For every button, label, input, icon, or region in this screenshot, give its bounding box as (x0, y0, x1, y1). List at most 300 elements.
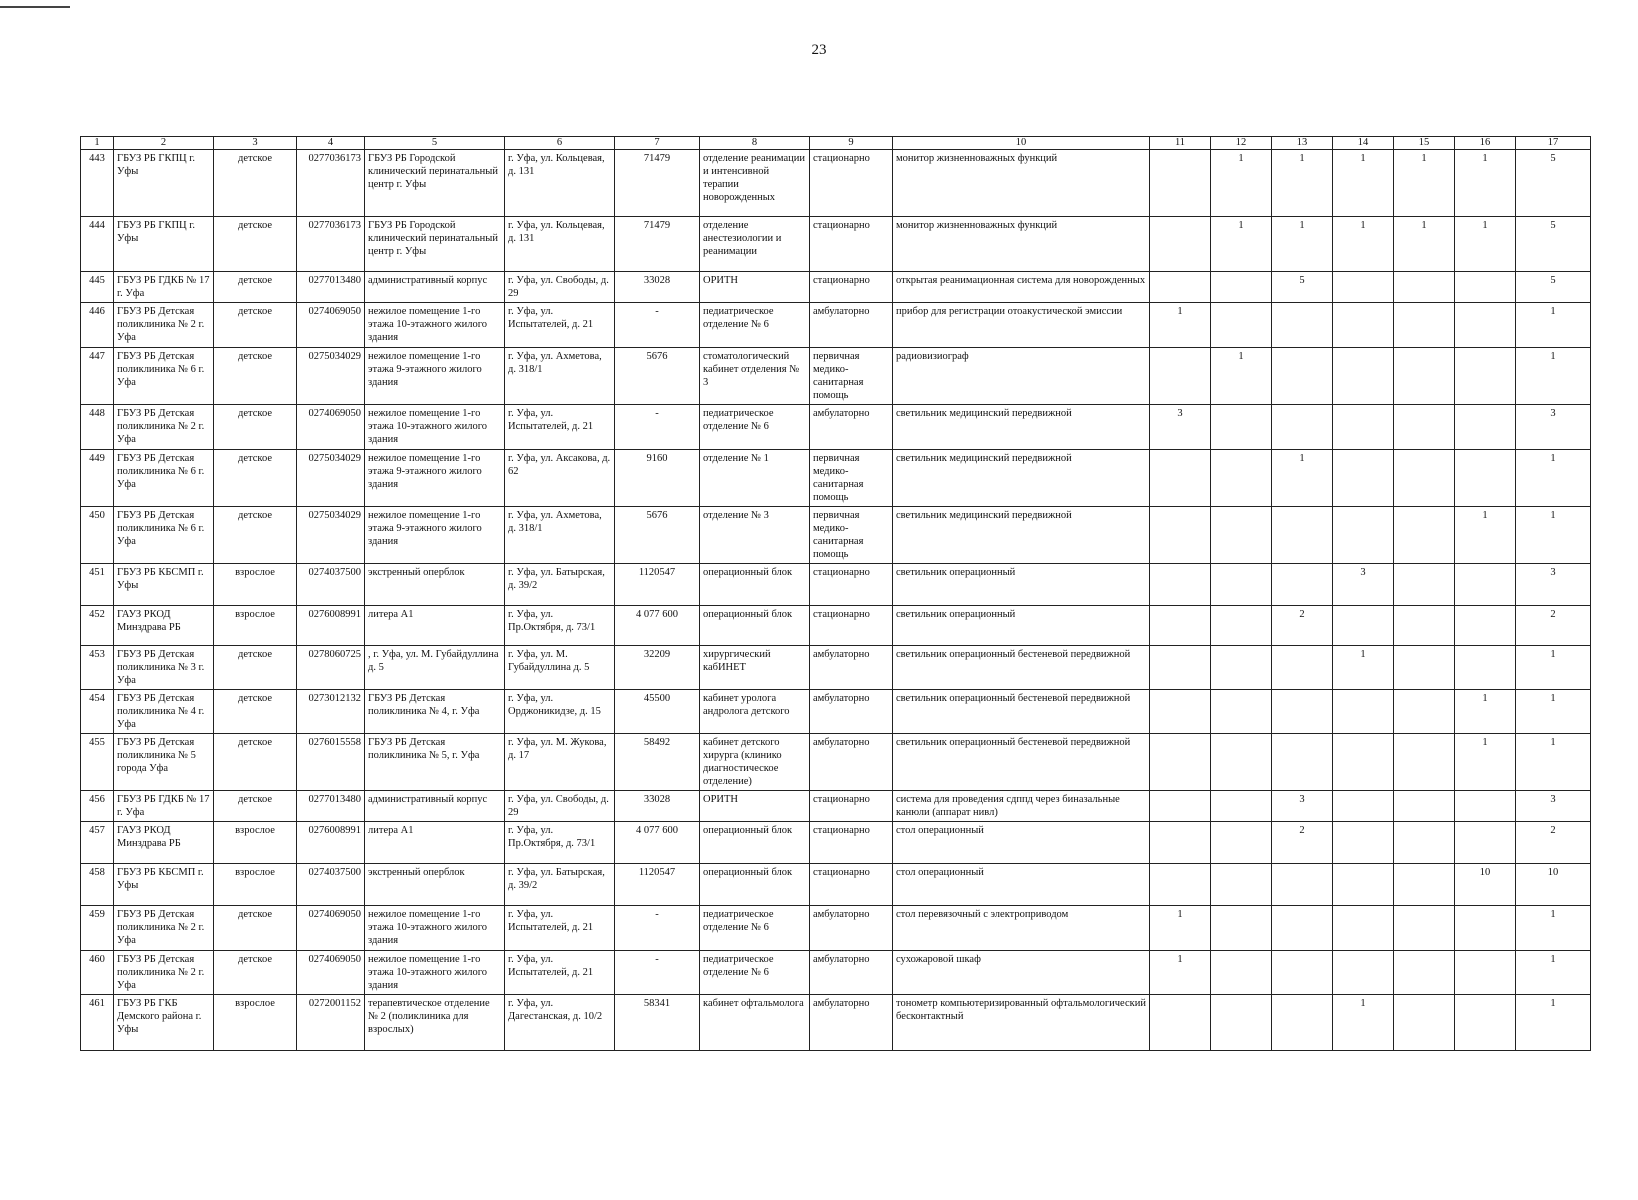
area: - (615, 951, 700, 995)
building: административный корпус (365, 272, 505, 303)
qty-col-16 (1455, 272, 1516, 303)
inn: 0275034029 (297, 450, 365, 507)
row-number: 461 (81, 995, 114, 1051)
qty-col-14 (1333, 906, 1394, 951)
table-row (81, 303, 1591, 348)
page-number: 23 (811, 42, 827, 58)
row-number: 452 (81, 606, 114, 646)
area: - (615, 405, 700, 450)
patient-category: детское (214, 303, 297, 348)
address: г. Уфа, ул. М. Губайдуллина д. 5 (505, 646, 615, 690)
qty-col-12 (1211, 450, 1272, 507)
equipment-name: открытая реанимационная система для новорожденных (893, 272, 1150, 303)
area: 5676 (615, 507, 700, 564)
column-header: 15 (1394, 137, 1455, 150)
building: ГБУЗ РБ Детская поликлиника № 4, г. Уфа (365, 690, 505, 734)
inn: 0274037500 (297, 564, 365, 606)
qty-col-15 (1394, 272, 1455, 303)
qty-col-15 (1394, 951, 1455, 995)
care-type: стационарно (810, 864, 893, 906)
qty-col-14 (1333, 690, 1394, 734)
qty-col-13 (1272, 405, 1333, 450)
table-row (81, 217, 1591, 272)
table-row (81, 822, 1591, 864)
address: г. Уфа, ул. Аксакова, д. 62 (505, 450, 615, 507)
patient-category: детское (214, 450, 297, 507)
qty-total: 1 (1516, 690, 1591, 734)
qty-col-15 (1394, 507, 1455, 564)
qty-col-11 (1150, 217, 1211, 272)
qty-col-12 (1211, 906, 1272, 951)
department: операционный блок (700, 564, 810, 606)
row-number: 458 (81, 864, 114, 906)
qty-col-15 (1394, 791, 1455, 822)
address: г. Уфа, ул. Батырская, д. 39/2 (505, 564, 615, 606)
patient-category: детское (214, 348, 297, 405)
address: г. Уфа, ул. Кольцевая, д. 131 (505, 217, 615, 272)
qty-total: 1 (1516, 734, 1591, 791)
qty-col-12: 1 (1211, 150, 1272, 217)
qty-col-12 (1211, 822, 1272, 864)
table-row (81, 690, 1591, 734)
institution-name: ГАУЗ РКОД Минздрава РБ (114, 606, 214, 646)
qty-col-16 (1455, 906, 1516, 951)
address: г. Уфа, ул. Пр.Октября, д. 73/1 (505, 606, 615, 646)
equipment-name: тонометр компьютеризированный офтальмологический бесконтактный (893, 995, 1150, 1051)
qty-col-15 (1394, 995, 1455, 1051)
patient-category: взрослое (214, 822, 297, 864)
address: г. Уфа, ул. Свободы, д. 29 (505, 272, 615, 303)
address: г. Уфа, ул. Испытателей, д. 21 (505, 303, 615, 348)
inn: 0278060725 (297, 646, 365, 690)
qty-col-14 (1333, 822, 1394, 864)
inn: 0274069050 (297, 951, 365, 995)
qty-col-13 (1272, 303, 1333, 348)
building: экстренный оперблок (365, 564, 505, 606)
table-row (81, 606, 1591, 646)
qty-col-11: 1 (1150, 906, 1211, 951)
equipment-name: прибор для регистрации отоакустической эмиссии (893, 303, 1150, 348)
building: нежилое помещение 1-го этажа 9-этажного жилого здания (365, 507, 505, 564)
institution-name: ГБУЗ РБ Детская поликлиника № 2 г. Уфа (114, 951, 214, 995)
qty-col-11: 1 (1150, 303, 1211, 348)
institution-name: ГБУЗ РБ Детская поликлиника № 4 г. Уфа (114, 690, 214, 734)
qty-col-11 (1150, 734, 1211, 791)
building: ГБУЗ РБ Детская поликлиника № 5, г. Уфа (365, 734, 505, 791)
address: г. Уфа, ул. Батырская, д. 39/2 (505, 864, 615, 906)
qty-col-16 (1455, 405, 1516, 450)
building: ГБУЗ РБ Городской клинический перинатальный центр г. Уфы (365, 217, 505, 272)
qty-col-11 (1150, 822, 1211, 864)
address: г. Уфа, ул. Испытателей, д. 21 (505, 951, 615, 995)
qty-total: 1 (1516, 951, 1591, 995)
qty-col-14 (1333, 791, 1394, 822)
care-type: амбулаторно (810, 405, 893, 450)
qty-col-14: 1 (1333, 646, 1394, 690)
qty-col-16 (1455, 791, 1516, 822)
area: 33028 (615, 791, 700, 822)
qty-col-14: 1 (1333, 217, 1394, 272)
patient-category: детское (214, 150, 297, 217)
table-row (81, 405, 1591, 450)
building: нежилое помещение 1-го этажа 10-этажного жилого здания (365, 405, 505, 450)
care-type: стационарно (810, 606, 893, 646)
qty-col-11: 1 (1150, 951, 1211, 995)
qty-total: 1 (1516, 646, 1591, 690)
patient-category: взрослое (214, 995, 297, 1051)
row-number: 446 (81, 303, 114, 348)
qty-col-16 (1455, 348, 1516, 405)
qty-col-16 (1455, 450, 1516, 507)
qty-col-11 (1150, 646, 1211, 690)
qty-col-15 (1394, 864, 1455, 906)
row-number: 457 (81, 822, 114, 864)
qty-col-13: 5 (1272, 272, 1333, 303)
qty-col-12 (1211, 791, 1272, 822)
institution-name: ГБУЗ РБ ГКПЦ г. Уфы (114, 217, 214, 272)
patient-category: детское (214, 906, 297, 951)
institution-name: ГБУЗ РБ Детская поликлиника № 2 г. Уфа (114, 906, 214, 951)
area: 5676 (615, 348, 700, 405)
institution-name: ГБУЗ РБ Детская поликлиника № 6 г. Уфа (114, 348, 214, 405)
building: нежилое помещение 1-го этажа 10-этажного жилого здания (365, 303, 505, 348)
row-number: 455 (81, 734, 114, 791)
row-number: 444 (81, 217, 114, 272)
qty-col-12 (1211, 303, 1272, 348)
institution-name: ГБУЗ РБ ГДКБ № 17 г. Уфа (114, 272, 214, 303)
qty-col-15 (1394, 303, 1455, 348)
inn: 0275034029 (297, 507, 365, 564)
inn: 0273012132 (297, 690, 365, 734)
qty-col-11 (1150, 507, 1211, 564)
care-type: стационарно (810, 564, 893, 606)
inn: 0277013480 (297, 791, 365, 822)
qty-col-14 (1333, 348, 1394, 405)
qty-col-11: 3 (1150, 405, 1211, 450)
qty-col-15 (1394, 564, 1455, 606)
qty-total: 2 (1516, 822, 1591, 864)
patient-category: детское (214, 951, 297, 995)
equipment-name: светильник операционный (893, 564, 1150, 606)
qty-col-11 (1150, 272, 1211, 303)
column-header: 8 (700, 137, 810, 150)
care-type: амбулаторно (810, 303, 893, 348)
equipment-name: светильник медицинский передвижной (893, 450, 1150, 507)
row-number: 443 (81, 150, 114, 217)
qty-col-13 (1272, 690, 1333, 734)
qty-col-13: 3 (1272, 791, 1333, 822)
qty-col-14: 1 (1333, 995, 1394, 1051)
department: стоматологический кабинет отделения № 3 (700, 348, 810, 405)
department: операционный блок (700, 606, 810, 646)
row-number: 454 (81, 690, 114, 734)
qty-total: 1 (1516, 995, 1591, 1051)
address: г. Уфа, ул. Свободы, д. 29 (505, 791, 615, 822)
institution-name: ГБУЗ РБ Детская поликлиника № 5 города Уфа (114, 734, 214, 791)
equipment-table (80, 136, 1591, 1051)
column-number-row (81, 137, 1591, 150)
building: , г. Уфа, ул. М. Губайдуллина д. 5 (365, 646, 505, 690)
equipment-name: стол перевязочный с электроприводом (893, 906, 1150, 951)
inn: 0277036173 (297, 217, 365, 272)
institution-name: ГБУЗ РБ Детская поликлиника № 2 г. Уфа (114, 303, 214, 348)
qty-col-16 (1455, 951, 1516, 995)
department: педиатрическое отделение № 6 (700, 303, 810, 348)
table-row (81, 864, 1591, 906)
qty-col-16: 1 (1455, 217, 1516, 272)
area: 33028 (615, 272, 700, 303)
table-row (81, 150, 1591, 217)
qty-col-16 (1455, 995, 1516, 1051)
qty-col-14 (1333, 405, 1394, 450)
row-number: 445 (81, 272, 114, 303)
department: операционный блок (700, 822, 810, 864)
qty-col-14 (1333, 303, 1394, 348)
table-body (81, 150, 1591, 1051)
patient-category: взрослое (214, 564, 297, 606)
area: 4 077 600 (615, 822, 700, 864)
qty-col-11 (1150, 995, 1211, 1051)
institution-name: ГБУЗ РБ Детская поликлиника № 2 г. Уфа (114, 405, 214, 450)
area: 58341 (615, 995, 700, 1051)
equipment-name: система для проведения сдппд через биназальные канюли (аппарат нивл) (893, 791, 1150, 822)
address: г. Уфа, ул. Испытателей, д. 21 (505, 405, 615, 450)
qty-col-11 (1150, 150, 1211, 217)
row-number: 456 (81, 791, 114, 822)
table-row (81, 507, 1591, 564)
qty-col-14 (1333, 864, 1394, 906)
inn: 0276015558 (297, 734, 365, 791)
column-header: 1 (81, 137, 114, 150)
institution-name: ГБУЗ РБ ГКБ Демского района г. Уфы (114, 995, 214, 1051)
area: 1120547 (615, 864, 700, 906)
column-header: 3 (214, 137, 297, 150)
inn: 0274069050 (297, 906, 365, 951)
care-type: стационарно (810, 217, 893, 272)
building: нежилое помещение 1-го этажа 10-этажного жилого здания (365, 951, 505, 995)
equipment-name: светильник операционный (893, 606, 1150, 646)
qty-col-16: 10 (1455, 864, 1516, 906)
qty-col-16: 1 (1455, 150, 1516, 217)
qty-col-12 (1211, 564, 1272, 606)
department: педиатрическое отделение № 6 (700, 906, 810, 951)
equipment-name: светильник медицинский передвижной (893, 405, 1150, 450)
qty-col-14 (1333, 507, 1394, 564)
qty-total: 1 (1516, 507, 1591, 564)
equipment-name: стол операционный (893, 822, 1150, 864)
qty-col-14: 3 (1333, 564, 1394, 606)
qty-col-11 (1150, 348, 1211, 405)
patient-category: детское (214, 217, 297, 272)
qty-col-11 (1150, 690, 1211, 734)
column-header: 10 (893, 137, 1150, 150)
department: ОРИТН (700, 791, 810, 822)
qty-col-16 (1455, 606, 1516, 646)
qty-col-12 (1211, 951, 1272, 995)
department: педиатрическое отделение № 6 (700, 951, 810, 995)
qty-col-15 (1394, 450, 1455, 507)
department: кабинет офтальмолога (700, 995, 810, 1051)
qty-col-13 (1272, 564, 1333, 606)
table-row (81, 995, 1591, 1051)
address: г. Уфа, ул. Ахметова, д. 318/1 (505, 348, 615, 405)
inn: 0277013480 (297, 272, 365, 303)
building: ГБУЗ РБ Городской клинический перинатальный центр г. Уфы (365, 150, 505, 217)
address: г. Уфа, ул. Кольцевая, д. 131 (505, 150, 615, 217)
equipment-name: радиовизиограф (893, 348, 1150, 405)
inn: 0275034029 (297, 348, 365, 405)
table-row (81, 564, 1591, 606)
area: 1120547 (615, 564, 700, 606)
column-header: 4 (297, 137, 365, 150)
qty-col-14 (1333, 606, 1394, 646)
address: г. Уфа, ул. Дагестанская, д. 10/2 (505, 995, 615, 1051)
qty-col-15: 1 (1394, 150, 1455, 217)
care-type: стационарно (810, 272, 893, 303)
qty-col-11 (1150, 606, 1211, 646)
building: нежилое помещение 1-го этажа 10-этажного жилого здания (365, 906, 505, 951)
patient-category: детское (214, 690, 297, 734)
table-row (81, 450, 1591, 507)
care-type: первичная медико-санитарная помощь (810, 507, 893, 564)
equipment-name: светильник операционный бестеневой передвижной (893, 690, 1150, 734)
inn: 0274037500 (297, 864, 365, 906)
qty-col-16 (1455, 303, 1516, 348)
equipment-name: монитор жизненноважных функций (893, 217, 1150, 272)
patient-category: взрослое (214, 864, 297, 906)
building: нежилое помещение 1-го этажа 9-этажного жилого здания (365, 348, 505, 405)
equipment-name: монитор жизненноважных функций (893, 150, 1150, 217)
qty-col-14: 1 (1333, 150, 1394, 217)
care-type: первичная медико-санитарная помощь (810, 348, 893, 405)
department: отделение анестезиологии и реанимации (700, 217, 810, 272)
qty-col-13: 2 (1272, 822, 1333, 864)
qty-total: 3 (1516, 405, 1591, 450)
equipment-name: стол операционный (893, 864, 1150, 906)
column-header: 14 (1333, 137, 1394, 150)
column-header: 16 (1455, 137, 1516, 150)
area: 71479 (615, 217, 700, 272)
qty-col-14 (1333, 450, 1394, 507)
address: г. Уфа, ул. Ахметова, д. 318/1 (505, 507, 615, 564)
institution-name: ГБУЗ РБ КБСМП г. Уфы (114, 564, 214, 606)
qty-col-16 (1455, 822, 1516, 864)
column-header: 12 (1211, 137, 1272, 150)
care-type: амбулаторно (810, 690, 893, 734)
column-header: 13 (1272, 137, 1333, 150)
column-header: 17 (1516, 137, 1591, 150)
qty-total: 10 (1516, 864, 1591, 906)
building: нежилое помещение 1-го этажа 9-этажного жилого здания (365, 450, 505, 507)
patient-category: детское (214, 791, 297, 822)
patient-category: детское (214, 507, 297, 564)
qty-col-11 (1150, 791, 1211, 822)
equipment-name: сухожаровой шкаф (893, 951, 1150, 995)
qty-total: 1 (1516, 906, 1591, 951)
qty-col-15 (1394, 734, 1455, 791)
qty-col-15 (1394, 646, 1455, 690)
area: 71479 (615, 150, 700, 217)
table-row (81, 791, 1591, 822)
qty-col-15 (1394, 606, 1455, 646)
address: г. Уфа, ул. М. Жукова, д. 17 (505, 734, 615, 791)
qty-col-12: 1 (1211, 348, 1272, 405)
qty-col-12 (1211, 272, 1272, 303)
qty-col-12 (1211, 864, 1272, 906)
address: г. Уфа, ул. Пр.Октября, д. 73/1 (505, 822, 615, 864)
qty-total: 5 (1516, 150, 1591, 217)
qty-col-15 (1394, 348, 1455, 405)
qty-total: 2 (1516, 606, 1591, 646)
row-number: 450 (81, 507, 114, 564)
inn: 0274069050 (297, 303, 365, 348)
table-row (81, 951, 1591, 995)
column-header: 7 (615, 137, 700, 150)
qty-col-13: 1 (1272, 150, 1333, 217)
care-type: амбулаторно (810, 995, 893, 1051)
care-type: стационарно (810, 822, 893, 864)
column-header: 2 (114, 137, 214, 150)
building: литера А1 (365, 822, 505, 864)
qty-col-14 (1333, 734, 1394, 791)
qty-col-15 (1394, 906, 1455, 951)
institution-name: ГБУЗ РБ Детская поликлиника № 3 г. Уфа (114, 646, 214, 690)
qty-col-15 (1394, 822, 1455, 864)
department: операционный блок (700, 864, 810, 906)
building: терапевтическое отделение № 2 (поликлиника для взрослых) (365, 995, 505, 1051)
qty-total: 5 (1516, 217, 1591, 272)
qty-col-11 (1150, 564, 1211, 606)
care-type: стационарно (810, 791, 893, 822)
institution-name: ГБУЗ РБ КБСМП г. Уфы (114, 864, 214, 906)
care-type: первичная медико-санитарная помощь (810, 450, 893, 507)
patient-category: детское (214, 405, 297, 450)
qty-col-14 (1333, 951, 1394, 995)
patient-category: детское (214, 272, 297, 303)
area: - (615, 303, 700, 348)
qty-total: 5 (1516, 272, 1591, 303)
row-number: 449 (81, 450, 114, 507)
area: 9160 (615, 450, 700, 507)
department: кабинет детского хирурга (клинико диагностическое отделение) (700, 734, 810, 791)
equipment-name: светильник операционный бестеневой передвижной (893, 646, 1150, 690)
table-row (81, 906, 1591, 951)
building: литера А1 (365, 606, 505, 646)
column-header: 9 (810, 137, 893, 150)
qty-col-12 (1211, 646, 1272, 690)
building: экстренный оперблок (365, 864, 505, 906)
row-number: 448 (81, 405, 114, 450)
qty-col-13: 1 (1272, 450, 1333, 507)
table-row (81, 348, 1591, 405)
care-type: стационарно (810, 150, 893, 217)
table-row (81, 272, 1591, 303)
qty-col-15: 1 (1394, 217, 1455, 272)
qty-col-13: 2 (1272, 606, 1333, 646)
area: 4 077 600 (615, 606, 700, 646)
column-header: 11 (1150, 137, 1211, 150)
qty-col-12 (1211, 995, 1272, 1051)
qty-col-12 (1211, 507, 1272, 564)
qty-col-16 (1455, 564, 1516, 606)
qty-col-12 (1211, 690, 1272, 734)
institution-name: ГБУЗ РБ Детская поликлиника № 6 г. Уфа (114, 450, 214, 507)
department: кабинет уролога андролога детского (700, 690, 810, 734)
inn: 0276008991 (297, 606, 365, 646)
qty-total: 1 (1516, 303, 1591, 348)
institution-name: ГАУЗ РКОД Минздрава РБ (114, 822, 214, 864)
institution-name: ГБУЗ РБ ГКПЦ г. Уфы (114, 150, 214, 217)
